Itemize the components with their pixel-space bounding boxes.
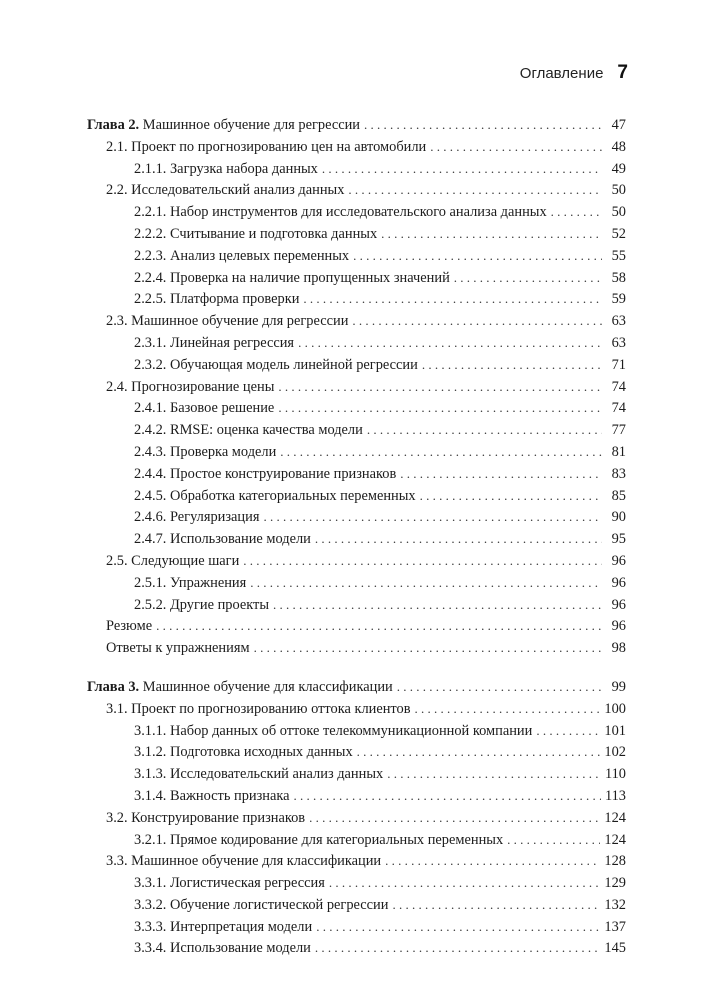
- toc-entry[interactable]: [0, 528, 708, 550]
- page-number: 7: [617, 62, 628, 83]
- toc-entry-title: [134, 786, 290, 808]
- toc-page-number: 52: [611, 225, 626, 242]
- toc-page-number: 99: [611, 678, 626, 695]
- toc-page-number: 90: [611, 509, 626, 526]
- dot-leader: [536, 720, 600, 742]
- toc-entry[interactable]: [0, 785, 708, 807]
- toc-page-number: 129: [604, 875, 626, 892]
- dot-leader: [322, 158, 602, 180]
- toc-entry-text: 3.3.1. Логистическая регрессия: [134, 875, 325, 892]
- toc-entry-title: [106, 551, 239, 573]
- toc-entry-title: [134, 202, 547, 224]
- toc-entry-title: [134, 938, 311, 960]
- toc-entry-title: [106, 137, 426, 159]
- toc-entry[interactable]: [0, 698, 708, 720]
- dot-leader: [422, 354, 602, 376]
- toc-entry-text: 2.4.2. RMSE: оценка качества модели: [134, 422, 363, 439]
- dot-leader: [263, 506, 602, 528]
- dot-leader: [454, 267, 602, 289]
- toc-entry-title: [134, 355, 418, 377]
- toc-entry-title: [134, 333, 294, 355]
- running-header: [0, 62, 628, 84]
- toc-entry[interactable]: [0, 937, 708, 959]
- toc-page-number: 85: [611, 487, 626, 504]
- toc-page-number: 96: [611, 596, 626, 613]
- toc-entry[interactable]: [0, 916, 708, 938]
- dot-leader: [507, 829, 600, 851]
- toc-entry-title: [134, 507, 259, 529]
- toc-entry-text: 3.2. Конструирование признаков: [106, 809, 306, 826]
- toc-entry-title: [134, 895, 388, 917]
- toc-page-number: 50: [611, 182, 626, 199]
- toc-entry-title: [134, 268, 450, 290]
- toc-entry-text: 3.3.2. Обучение логистической регрессии: [134, 896, 389, 913]
- toc-entry[interactable]: [0, 637, 708, 659]
- toc-entry[interactable]: [0, 223, 708, 245]
- toc-entry-text: 2.3.1. Линейная регрессия: [134, 334, 295, 351]
- dot-leader: [273, 594, 602, 616]
- dot-leader: [352, 310, 602, 332]
- toc-entry-text: 2.2. Исследовательский анализ данных: [106, 182, 345, 199]
- toc-entry-title: [134, 830, 503, 852]
- toc-entry-text: 2.4.6. Регуляризация: [134, 509, 260, 526]
- toc-entry[interactable]: [0, 158, 708, 180]
- toc-entry-text: 2.2.2. Считывание и подготовка данных: [134, 225, 378, 242]
- dot-leader: [353, 245, 602, 267]
- toc-entry-title: [134, 398, 274, 420]
- toc-entry[interactable]: [0, 850, 708, 872]
- toc-entry-text: 2.2.3. Анализ целевых переменных: [134, 247, 350, 264]
- toc-entry[interactable]: [0, 594, 708, 616]
- toc-entry[interactable]: [0, 550, 708, 572]
- toc-page-number: 50: [611, 204, 626, 221]
- toc-page-number: 48: [611, 138, 626, 155]
- toc-entry-text: 3.1.2. Подготовка исходных данных: [134, 744, 353, 761]
- toc-entry-text: 2.3. Машинное обучение для регрессии: [106, 313, 349, 330]
- toc-entry-title: [134, 246, 349, 268]
- toc-entry[interactable]: [0, 310, 708, 332]
- toc-entry[interactable]: [0, 419, 708, 441]
- toc-entry-title: [134, 573, 246, 595]
- dot-leader: [397, 676, 602, 698]
- dot-leader: [381, 223, 602, 245]
- toc-entry[interactable]: [0, 441, 708, 463]
- toc-entry[interactable]: [0, 376, 708, 398]
- toc-entry-text: 2.5.1. Упражнения: [134, 574, 247, 591]
- toc-entry-title: [106, 638, 250, 660]
- dot-leader: [430, 136, 602, 158]
- toc-entry-text: Ответы к упражнениям: [106, 640, 250, 657]
- toc-entry-text: 2.1. Проект по прогнозированию цен на автомобили: [106, 138, 427, 155]
- toc-entry-title: [106, 311, 348, 333]
- toc-entry-title: [134, 742, 353, 764]
- toc-entry-text: 2.3.2. Обучающая модель линейной регрессии: [134, 356, 418, 373]
- toc-entry-title: [134, 917, 312, 939]
- toc-page-number: 74: [611, 378, 626, 395]
- toc-page-number: 49: [611, 160, 626, 177]
- toc-entry-text: 2.2.1. Набор инструментов для исследовательского анализа данных: [134, 204, 547, 221]
- toc-entry-title: [106, 616, 152, 638]
- toc-page-number: 55: [611, 247, 626, 264]
- dot-leader: [364, 114, 602, 136]
- toc-page-number: 81: [611, 443, 626, 460]
- toc-entry[interactable]: [0, 485, 708, 507]
- toc-page-number: 83: [611, 465, 626, 482]
- toc-page-number: 124: [604, 831, 626, 848]
- toc-entry-title: [134, 289, 299, 311]
- dot-leader: [415, 698, 601, 720]
- toc-entry-title: [134, 464, 396, 486]
- toc-entry[interactable]: [0, 332, 708, 354]
- toc-entry-text: 3.1.3. Исследовательский анализ данных: [134, 766, 384, 783]
- dot-leader: [303, 288, 602, 310]
- toc-entry-title: [134, 442, 276, 464]
- toc-entry-text: 3.2.1. Прямое кодирование для категориальных переменных: [134, 831, 504, 848]
- dot-leader: [254, 637, 602, 659]
- toc-chapter-entry[interactable]: [0, 676, 708, 698]
- dot-leader: [243, 550, 602, 572]
- section-gap: [0, 659, 708, 676]
- toc-entry[interactable]: [0, 179, 708, 201]
- dot-leader: [315, 937, 601, 959]
- toc-entry-text: 3.1.1. Набор данных об оттоке телекоммуникационной компании: [134, 722, 533, 739]
- toc-entry-text: 2.4.3. Проверка модели: [134, 443, 277, 460]
- toc-entry[interactable]: [0, 245, 708, 267]
- toc-entry[interactable]: [0, 572, 708, 594]
- toc-page-number: 132: [604, 896, 626, 913]
- toc-entry-text: 3.1. Проект по прогнозированию оттока клиентов: [106, 700, 411, 717]
- toc-entry-title: [134, 159, 318, 181]
- toc-page-number: 58: [611, 269, 626, 286]
- toc-page-number: 137: [604, 918, 626, 935]
- toc-entry[interactable]: [0, 872, 708, 894]
- toc-entry-title: [87, 677, 393, 699]
- dot-leader: [156, 615, 602, 637]
- toc-entry[interactable]: [0, 741, 708, 763]
- toc-entry-text: 2.4.5. Обработка категориальных переменных: [134, 487, 416, 504]
- toc-entry-title: [87, 115, 360, 137]
- dot-leader: [329, 872, 601, 894]
- toc-entry[interactable]: [0, 201, 708, 223]
- toc-entry[interactable]: [0, 136, 708, 158]
- toc-entry-text: 2.2.5. Платформа проверки: [134, 291, 300, 308]
- toc-entry-title: [134, 486, 416, 508]
- toc-entry[interactable]: [0, 807, 708, 829]
- dot-leader: [400, 463, 602, 485]
- toc-entry-title: [134, 224, 377, 246]
- toc-page-number: 47: [611, 117, 626, 133]
- toc-page-number: 95: [611, 531, 626, 548]
- dot-leader: [294, 785, 601, 807]
- toc-entry[interactable]: [0, 354, 708, 376]
- dot-leader: [392, 894, 600, 916]
- toc-entry[interactable]: [0, 463, 708, 485]
- dot-leader: [315, 528, 602, 550]
- toc-entry-title: [106, 808, 305, 830]
- toc-entry-text: 2.5.2. Другие проекты: [134, 596, 269, 613]
- toc-entry-text: Машинное обучение для классификации: [139, 678, 393, 695]
- dot-leader: [348, 179, 602, 201]
- dot-leader: [278, 376, 602, 398]
- toc-page-number: 102: [604, 744, 626, 761]
- toc-entry-text: Резюме: [106, 618, 153, 635]
- running-header-title: Оглавление: [519, 65, 604, 82]
- toc-entry-title: [134, 873, 325, 895]
- dot-leader: [385, 850, 600, 872]
- toc-entry[interactable]: [0, 615, 708, 637]
- toc-entry-text: 3.1.4. Важность признака: [134, 787, 290, 804]
- toc-entry[interactable]: [0, 763, 708, 785]
- toc-entry-text: 2.4. Прогнозирование цены: [106, 378, 275, 395]
- dot-leader: [367, 419, 602, 441]
- toc-entry[interactable]: [0, 397, 708, 419]
- dot-leader: [250, 572, 602, 594]
- toc-entry-text: 2.5. Следующие шаги: [106, 552, 240, 569]
- toc-entry-title: [106, 377, 274, 399]
- toc-entry[interactable]: [0, 894, 708, 916]
- toc-entry-text: 2.4.1. Базовое решение: [134, 400, 275, 417]
- toc-entry-title: [106, 180, 344, 202]
- toc-entry-title: [106, 851, 381, 873]
- dot-leader: [551, 201, 602, 223]
- toc-entry-text: 3.3.4. Использование модели: [134, 940, 311, 957]
- toc-page-number: 145: [604, 940, 626, 957]
- toc-entry-title: [134, 420, 363, 442]
- toc-entry-text: 2.4.7. Использование модели: [134, 531, 311, 548]
- toc-entry-title: [134, 529, 311, 551]
- toc-entry-text: 2.1.1. Загрузка набора данных: [134, 160, 318, 177]
- toc-page-number: 96: [611, 552, 626, 569]
- dot-leader: [357, 741, 601, 763]
- toc-entry-title: [134, 721, 532, 743]
- table-of-contents: [0, 114, 708, 959]
- toc-page-number: 59: [611, 291, 626, 308]
- toc-page-number: 63: [611, 313, 626, 330]
- dot-leader: [280, 441, 602, 463]
- toc-entry-text: 2.2.4. Проверка на наличие пропущенных значений: [134, 269, 450, 286]
- dot-leader: [278, 397, 602, 419]
- toc-page-number: 101: [604, 722, 626, 739]
- toc-entry-title: [134, 595, 269, 617]
- toc-entry-text: 3.3.3. Интерпретация модели: [134, 918, 313, 935]
- toc-page-number: 74: [611, 400, 626, 417]
- toc-entry-title: [134, 764, 383, 786]
- toc-page-number: 71: [611, 356, 626, 373]
- toc-entry-text: 3.3. Машинное обучение для классификации: [106, 853, 382, 870]
- dot-leader: [387, 763, 601, 785]
- toc-entry-text: Машинное обучение для регрессии: [139, 117, 360, 133]
- toc-page-number: 128: [604, 853, 626, 870]
- dot-leader: [420, 485, 602, 507]
- dot-leader: [316, 916, 600, 938]
- chapter-number: Глава 3.: [87, 678, 140, 695]
- toc-chapter-entry[interactable]: [0, 114, 708, 136]
- toc-entry[interactable]: [0, 720, 708, 742]
- toc-page-number: 113: [604, 787, 626, 804]
- toc-page-number: 124: [604, 809, 626, 826]
- toc-entry[interactable]: [0, 288, 708, 310]
- toc-entry-text: 2.4.4. Простое конструирование признаков: [134, 465, 397, 482]
- toc-page-number: 77: [611, 422, 626, 439]
- toc-page-number: 98: [611, 640, 626, 657]
- toc-page-number: 96: [611, 574, 626, 591]
- toc-page-number: 100: [604, 700, 626, 717]
- toc-entry[interactable]: [0, 829, 708, 851]
- toc-page-number: 110: [604, 766, 626, 783]
- dot-leader: [298, 332, 602, 354]
- chapter-number: Глава 2.: [87, 117, 140, 133]
- toc-page-number: 63: [611, 334, 626, 351]
- toc-page-number: 96: [611, 618, 626, 635]
- toc-entry-title: [106, 699, 411, 721]
- dot-leader: [309, 807, 600, 829]
- toc-entry[interactable]: [0, 506, 708, 528]
- toc-entry[interactable]: [0, 267, 708, 289]
